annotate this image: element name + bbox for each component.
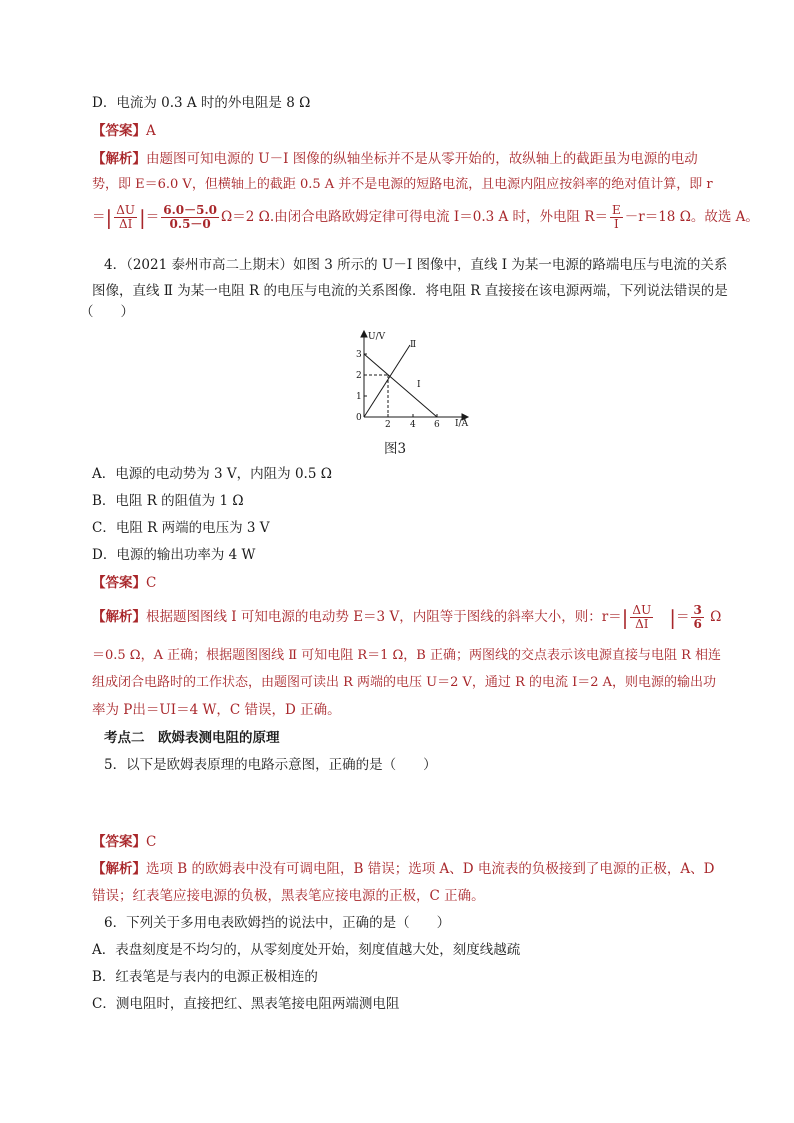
q6-option-c: C．测电阻时，直接把红、黑表笔接电阻两端测电阻	[92, 996, 400, 1012]
line-i-label: Ⅰ	[417, 380, 421, 390]
section-heading: 考点二 欧姆表测电阻的原理	[104, 730, 280, 746]
fraction-du-di: $\frac{\Delta U}{\Delta I}$	[632, 603, 652, 631]
y-axis-label: U/V	[368, 332, 386, 342]
explanation-4-line-3: 组成闭合电路时的工作状态，由题图可读出 R 两端的电压 U＝2 V，通过 R 的电流 I＝2 A，则电源的输出功	[92, 675, 717, 690]
line-ii-resistor	[364, 345, 410, 417]
x-axis-label: I/A	[455, 419, 469, 429]
answer-4	[92, 573, 156, 593]
q6-text: 6．下列关于多用电表欧姆挡的说法中，正确的是（ ）	[104, 915, 451, 931]
explanation-tag: 【解析】	[92, 861, 146, 877]
q4-line-2: 图像，直线 Ⅱ 为某一电阻 R 的电压与电流的关系图像．将电阻 R 直接接在该电源两端，下列说法错误的是	[92, 283, 728, 299]
q4-line-3: （ ）	[80, 304, 134, 320]
fraction-values: $\frac{6.0-5.0}{0.5-0}$	[163, 203, 218, 231]
answer-value: C	[146, 575, 157, 591]
fraction-3-6: $\frac{3}{6}$	[693, 603, 702, 631]
explanation-tag: 【解析】	[92, 151, 146, 167]
explanation-5-line-2: 错误；红表笔应接电源的负极，黑表笔应接电源的正极，C 正确。	[92, 888, 485, 904]
fraction-e-i: $\frac{E}{I}$	[612, 203, 621, 231]
explanation-4-line-4: 率为 P出＝UI＝4 W，C 错误，D 正确。	[92, 702, 341, 718]
q3-option-d: D．电流为 0.3 A 时的外电阻是 8 Ω	[92, 95, 311, 111]
y-axis-arrow	[361, 331, 367, 337]
u-i-graph	[350, 327, 475, 437]
q4-option-c: C．电阻 R 两端的电压为 3 V	[92, 520, 270, 536]
explanation-4-line-1: 【解析】根据题图图线 Ⅰ 可知电源的电动势 E＝3 V，内阻等于图线的斜率大小，则：r＝| $\frac{\Delta U}{\Delta I}$ |＝ $\frac{3}{6}$ Ω	[92, 603, 722, 631]
answer-tag: 【答案】	[92, 123, 146, 139]
explanation-4-line-2: ＝0.5 Ω，A 正确；根据题图图线 Ⅱ 可知电阻 R＝1 Ω，B 正确；两图线的交点表示该电源直接与电阻 R 相连	[92, 648, 722, 663]
line-i-source	[364, 354, 437, 417]
explanation-3-line-1: 【解析】由题图可知电源的 U－I 图像的纵轴坐标并不是从零开始的，故纵轴上的截距虽为电源的电动	[92, 151, 698, 167]
y-tick-label: 3	[356, 350, 362, 360]
answer-tag: 【答案】	[92, 834, 146, 850]
line-ii-label: Ⅱ	[410, 340, 417, 350]
answer-tag: 【答案】	[92, 575, 146, 591]
q6-option-a: A．表盘刻度是不均匀的，从零刻度处开始，刻度值越大处，刻度线越疏	[92, 942, 521, 958]
explanation-tag: 【解析】	[92, 609, 146, 625]
answer-3	[92, 121, 156, 141]
q4-line-1: 4．（2021 泰州市高二上期末）如图 3 所示的 U－I 图像中，直线 Ⅰ 为某一电源的路端电压与电流的关系	[104, 257, 728, 273]
x-tick-label: 2	[385, 420, 391, 430]
x-tick-label: 4	[410, 420, 416, 430]
explanation-5-line-1: 【解析】选项 B 的欧姆表中没有可调电阻，B 错误；选项 A、D 电流表的负极接到了电源的正极，A、D	[92, 861, 715, 877]
y-tick-label: 2	[356, 371, 362, 381]
explanation-3-line-3: ＝| $\frac{\Delta U}{\Delta I}$ |＝ $\frac{6.0-5.0}{0.5-0}$ Ω＝2 Ω.由闭合电路欧姆定律可得电流 I＝0.3 A 时，外电阻 R＝ $\frac{E}{I}$ －r＝18 Ω。故选 A。	[92, 203, 759, 231]
q6-option-b: B．红表笔是与表内的电源正极相连的	[92, 969, 318, 985]
x-tick-label: 6	[434, 420, 440, 430]
fraction-du-di: $\frac{\Delta U}{\Delta I}$	[116, 203, 136, 231]
explanation-3-line-2: 势，即 E＝6.0 V，但横轴上的截距 0.5 A 并不是电源的短路电流，且电源内阻应按斜率的绝对值计算，即 r	[92, 177, 713, 192]
q4-option-b: B．电阻 R 的阻值为 1 Ω	[92, 493, 244, 509]
figure-caption: 图3	[384, 441, 407, 457]
answer-value: A	[146, 123, 156, 139]
q4-option-d: D．电源的输出功率为 4 W	[92, 547, 256, 563]
answer-value: C	[146, 834, 157, 850]
q5-text: 5．以下是欧姆表原理的电路示意图，正确的是（ ）	[104, 757, 437, 773]
answer-5	[92, 832, 156, 852]
origin-label: 0	[356, 413, 362, 423]
q4-option-a: A．电源的电动势为 3 V，内阻为 0.5 Ω	[92, 466, 332, 482]
y-tick-label: 1	[356, 392, 362, 402]
